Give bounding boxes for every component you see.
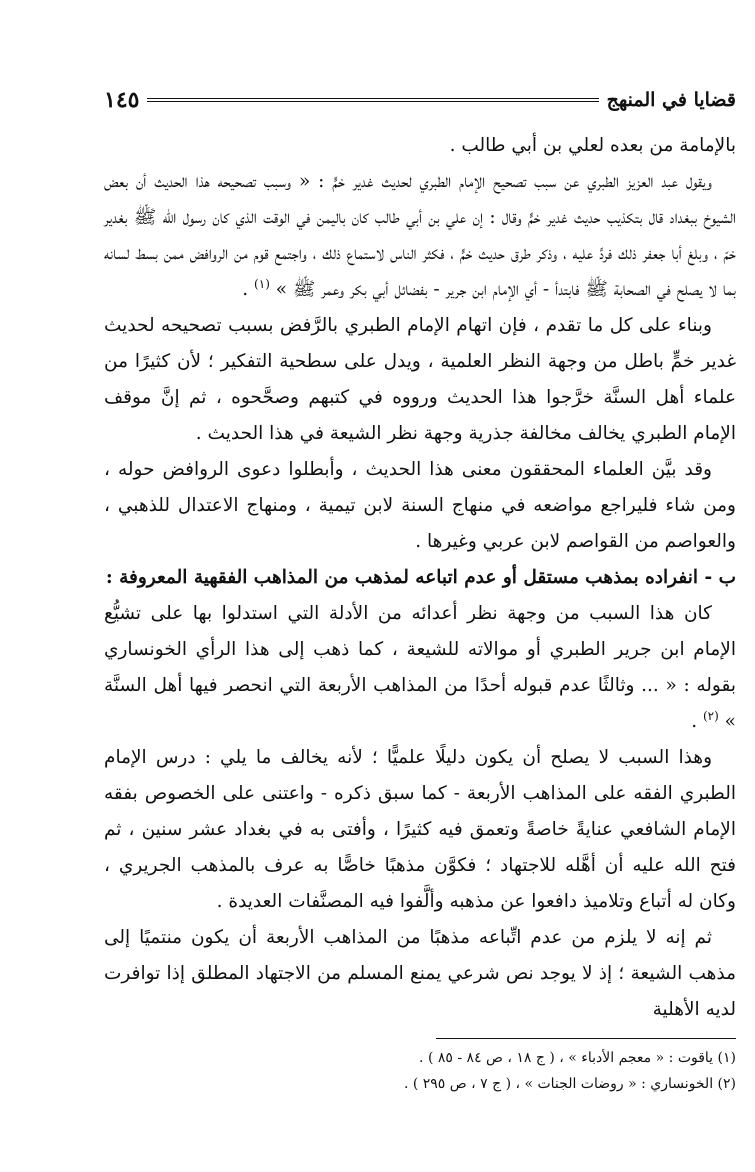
paragraph-text: كان هذا السبب من وجهة نظر أعدائه من الأدلة التي استدلوا بها على تشيُّع الإمام ابن جرير الطبري أو موالاته للشيعة ، كما ذهب إلى هذا الرأي الخونساري بقوله : « ... وثالثًا عدم قبوله أحدًا من المذاهب الأربعة التي انحصر فيها أهل السنَّة » — [104, 603, 736, 732]
section-heading: ب - انفراده بمذهب مستقل أو عدم اتباعه لمذهب من المذاهب الفقهية المعروفة : — [105, 567, 736, 588]
paragraph: ثم إنه لا يلزم من عدم اتِّباعه مذهبًا من المذاهب الأربعة أن يكون منتميًا إلى مذهب الشيعة ؛ إذ لا يوجد نص شرعي يمنع المسلم من الاجتهاد المطلق إذا توافرت لديه الأهلية — [104, 927, 736, 1020]
footnotes — [104, 1045, 736, 1097]
paragraph: وقد بيَّن العلماء المحققون معنى هذا الحديث ، وأبطلوا دعوى الروافض حوله ، ومن شاء فليراجع مواضعه في منهاج السنة لابن تيمية ، ومنهاج الاعتدال للذهبي ، والعواصم من القواصم لابن عربي وغيرها . — [104, 459, 736, 552]
paragraph: وهذا السبب لا يصلح أن يكون دليلًا علميًّا ؛ لأنه يخالف ما يلي : درس الإمام الطبري الفقه على المذاهب الأربعة - كما سبق ذكره - واعتنى على الخصوص بفقه الإمام الشافعي عنايةً خاصةً وتعمق فيه كثيرًا ، وأفتى به في بغداد عشر سنين ، ثم فتح الله عليه أن أهَّله للاجتهاد ؛ فكوَّن مذهبًا خاصًّا به عرف بالمذهب الجريري ، وكان له أتباع وتلاميذ دافعوا عن مذهبه وألَّفوا فيه المصنَّفات العديدة . — [104, 747, 736, 912]
footnote: (١) ياقوت : « معجم الأدباء » ، ( ج ١٨ ، ص ٨٤ - ٨٥ ) . — [419, 1050, 736, 1066]
header-rule — [147, 98, 598, 102]
paragraph: كان هذا السبب من وجهة نظر أعدائه من الأدلة التي استدلوا بها على تشيُّع الإمام ابن جرير الطبري أو موالاته للشيعة ، كما ذهب إلى هذا الرأي الخونساري بقوله : « ... وثالثًا عدم قبوله أحدًا من المذاهب الأربعة التي انحصر فيها أهل السنَّة » $^{(٢)}$ . — [104, 603, 736, 732]
footnote: (٢) الخونساري : « روضات الجنات » ، ( ج ٧ ، ص ٢٩٥ ) . — [403, 1076, 736, 1092]
body-text — [104, 128, 736, 1028]
paragraph: وبناء على كل ما تقدم ، فإن اتهام الإمام الطبري بالرَّفض بسبب تصحيحه لحديث غدير خمٍّ باطل من وجهة النظر العلمية ، ويدل على سطحية التفكير ؛ لأن كثيرًا من علماء أهل السنَّة خرَّجوا هذا الحديث ورووه في كتبهم وصحَّحوه ، ثم إنَّ موقف الإمام الطبري يخالف مخالفة جذرية وجهة نظر الشيعة في هذا الحديث . — [104, 315, 736, 444]
running-title: قضايا في المنهج — [606, 89, 736, 111]
paragraph: بالإمامة من بعده لعلي بن أبي طالب . — [449, 135, 736, 156]
paragraph: ويقول عبد العزيز الطبري عن سبب تصحيح الإمام الطبري لحديث غدير خمٍّ : « وسبب تصحيحه هذا الحديث أن بعض الشيوخ ببغداد قال بتكذيب حديث غدير خمٍّ وقال : إن علي بن أبي طالب كان باليمن في الوقت الذي كان رسول الله ﷺ بغدير خمّ ، وبلغ أبا جعفر ذلك فردَّ عليه ، وذكر طرق حديث خمٍّ ، فكثر الناس لاستماع ذلك ، واجتمع قوم من الروافض ممن بسط لسانه بما لا يصلح في الصحابة ﷺ فابتدأ - أي الإمام ابن جرير - بفضائل أبي بكر وعمر ﷺ » $^{(١)}$ . — [104, 171, 736, 300]
footnote-ref: (٢) — [702, 708, 719, 723]
running-header — [104, 82, 736, 118]
book-page — [104, 82, 736, 1097]
paragraph-text: ويقول عبد العزيز الطبري عن سبب تصحيح الإمام الطبري لحديث غدير خمٍّ : « وسبب تصحيحه هذا الحديث أن بعض الشيوخ ببغداد قال بتكذيب حديث غدير خمٍّ وقال : إن علي بن أبي طالب كان باليمن في الوقت الذي كان رسول الله ﷺ بغدير خمّ ، وبلغ أبا جعفر ذلك فردَّ عليه ، وذكر طرق حديث خمٍّ ، فكثر الناس لاستماع ذلك ، واجتمع قوم من الروافض ممن بسط لسانه بما لا يصلح في الصحابة ﷺ فابتدأ - أي الإمام ابن جرير - بفضائل أبي بكر وعمر ﷺ » — [104, 171, 736, 300]
footnote-ref: (١) — [254, 276, 270, 291]
footnote-rule — [436, 1038, 736, 1039]
page-number: ١٤٥ — [104, 87, 140, 113]
